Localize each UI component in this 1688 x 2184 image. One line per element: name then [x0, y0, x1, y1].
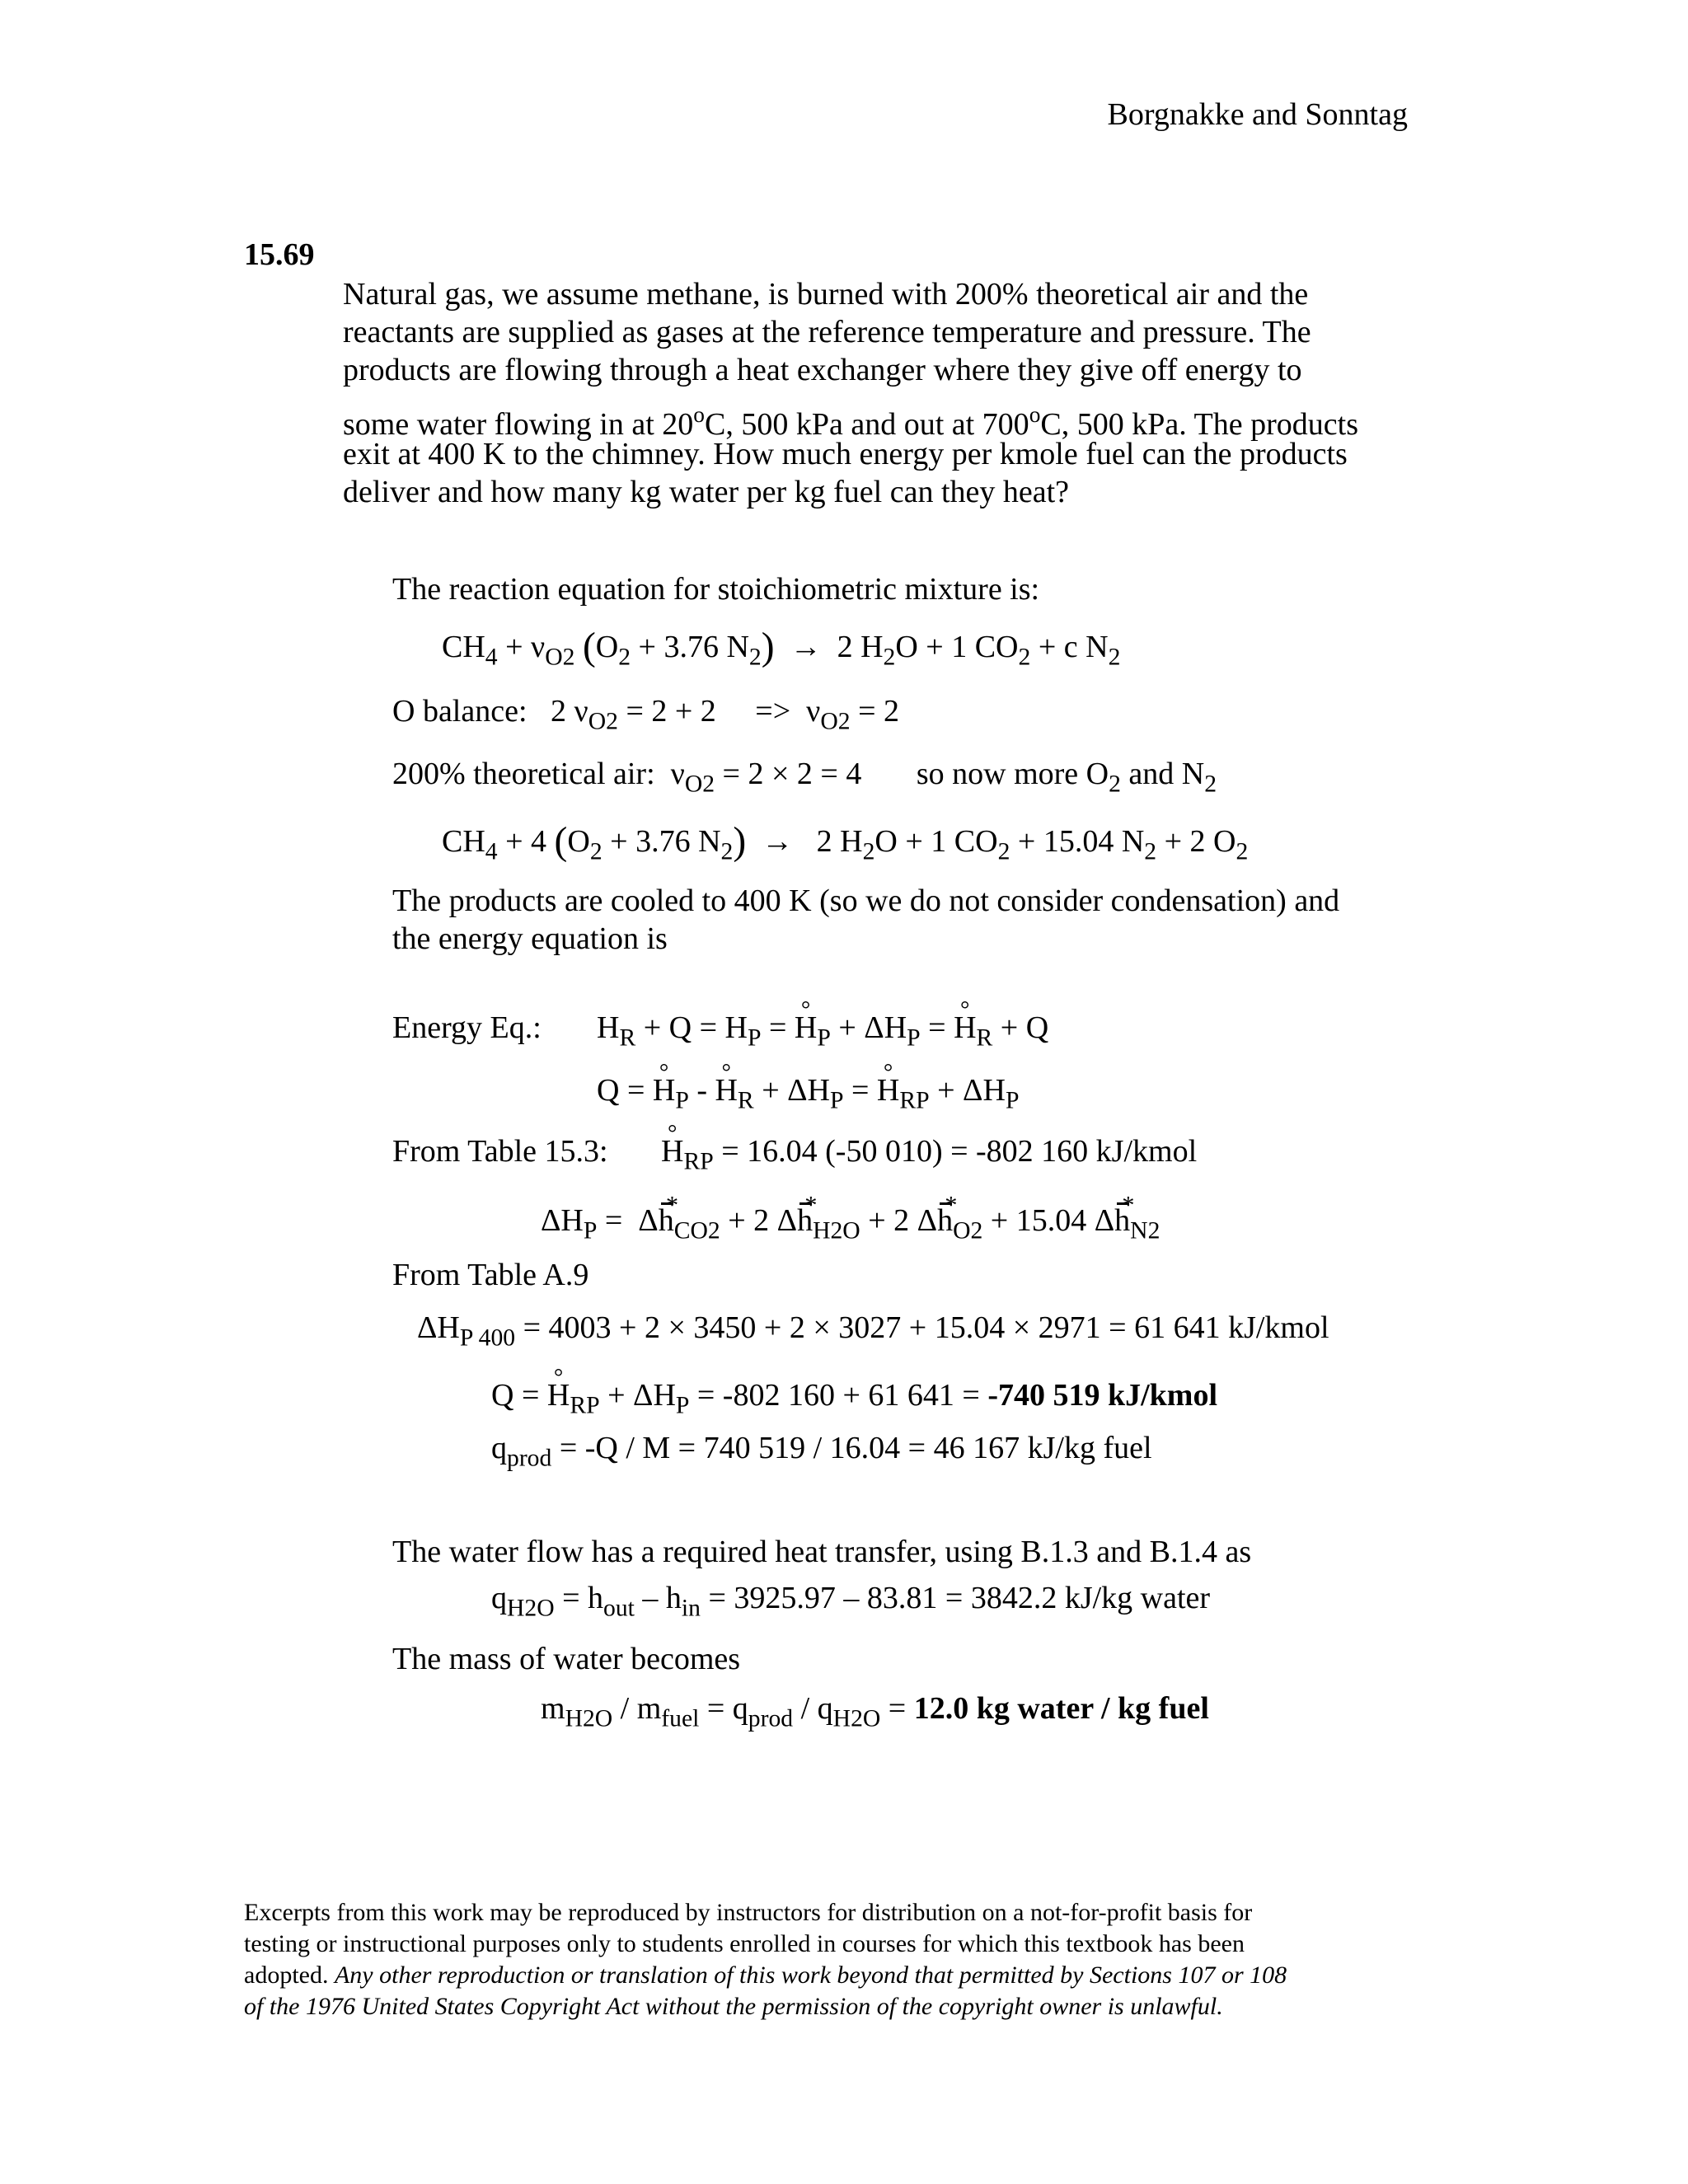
actual-reaction-equation: $CH_4 + 4$ ($O_2 + 3.76$ $N_2) \to 2$ $H_2O + 1$ $CO_2 + 15.04$ $N_2 + 2$ $O_2$ — [442, 820, 1249, 865]
footer-line: Excerpts from this work may be reproduced by instructors for distribution on a not-for-profit basis for — [244, 1899, 1253, 1926]
footer-line: of the 1976 United States Copyright Act without the permission of the copyright owner is unlawful. — [244, 1993, 1223, 2020]
solution-intro: The reaction equation for stoichiometric mixture is: — [392, 572, 1040, 607]
o-balance: O balance: 2 $\nu_{O2} = 2 + 2$ => $\nu_{O2} = 2$ — [392, 694, 899, 735]
problem-statement-line: products are flowing through a heat exchanger where they give off energy to — [343, 353, 1302, 387]
problem-statement-line: exit at 400 K to the chimney. How much energy per kmole fuel can the products — [343, 437, 1348, 471]
q-h2o-equation: $q_{H2O} = h_{out} - h_{in} = 3925.97 - 83.81 = 3842.2$ kJ/kg water — [491, 1581, 1211, 1622]
footer-line: testing or instructional purposes only to students enrolled in courses for which this textbook has been — [244, 1930, 1245, 1957]
page-header: Borgnakke and Sonntag — [1107, 97, 1408, 132]
hrp-equation: ° $H_{RP} = 16.04$ (-50 010) = -802 160 kJ/kmol — [661, 1132, 1197, 1180]
problem-statement-line: deliver and how many kg water per kg fuel can they heat? — [343, 475, 1070, 509]
water-text: The water flow has a required heat transfer, using B.1.3 and B.1.4 as — [392, 1535, 1252, 1569]
stoichiometric-equation: $CH_4 + \nu_{O2}$ ($O_2 + 3.76$ $N_2) \to 2$ $H_2O + 1$ $CO_2 + c$ $N_2$ — [442, 626, 1121, 671]
mass-text: The mass of water becomes — [392, 1642, 741, 1676]
problem-number: 15.69 — [244, 237, 315, 272]
heat-equation: Q = ° $H_P$ - ° $H_R + \Delta H_P$ = ° $H_{RP} + \Delta H_P$ — [597, 1071, 1019, 1119]
products-text-line: The products are cooled to 400 K (so we do not consider condensation) and — [392, 883, 1340, 918]
footer-line: adopted. Any other reproduction or translation of this work beyond that permitted by Sections 107 or 108 — [244, 1961, 1287, 1989]
energy-eq-label: Energy Eq.: — [392, 1010, 542, 1045]
delta-hp-400-equation: $\Delta H_{P 400} = 4003 + 2 \times 3450 + 2 \times 3027 + 15.04 \times 2971 = 61$ 641 kJ/kmol — [417, 1310, 1329, 1352]
products-text-line: the energy equation is — [392, 921, 668, 956]
q-prod-equation: $q_{prod} = -Q / M = 740$ 519 / 16.04 = 46 167 kJ/kg fuel — [491, 1431, 1152, 1472]
problem-statement-line: reactants are supplied as gases at the reference temperature and pressure. The — [343, 315, 1311, 349]
theoretical-air: 200% theoretical air: $\nu_{O2} = 2 \times 2 = 4$ so now more $O_2$ and $N_2$ — [392, 757, 1217, 798]
problem-statement-line: some water flowing in at 20$^o$C, 500 kPa and out at 700$^o$C, 500 kPa. The products — [343, 402, 1358, 443]
delta-hp-equation: $\Delta H_P = \Delta*$ $h_{CO2} + 2$ Δ* $h_{H2O} + 2$ Δ* $h_{O2} + 15.04$ Δ* $h_{N2}$ — [541, 1202, 1160, 1249]
energy-equation: $H_R + Q = H_P$ = ° $H_P + \Delta H_P$ = ° $H_R + Q$ — [597, 1009, 1048, 1057]
table-15-3-label: From Table 15.3: — [392, 1134, 608, 1169]
problem-statement-line: Natural gas, we assume methane, is burned with 200% theoretical air and the — [343, 277, 1309, 312]
table-a9-label: From Table A.9 — [392, 1258, 589, 1292]
mass-result: 12.0 kg water / kg fuel — [913, 1691, 1209, 1726]
q-result-equation: Q = ° $H_{RP} + \Delta H_P = -802$ 160 + 61 641 = -740 519 kJ/kmol — [491, 1376, 1217, 1424]
mass-ratio-equation: $m_{H2O} / m_{fuel} = q_{prod} / q_{H2O} = 12.0$ kg water / kg fuel — [541, 1691, 1209, 1732]
q-result: -740 519 kJ/kmol — [987, 1378, 1218, 1413]
